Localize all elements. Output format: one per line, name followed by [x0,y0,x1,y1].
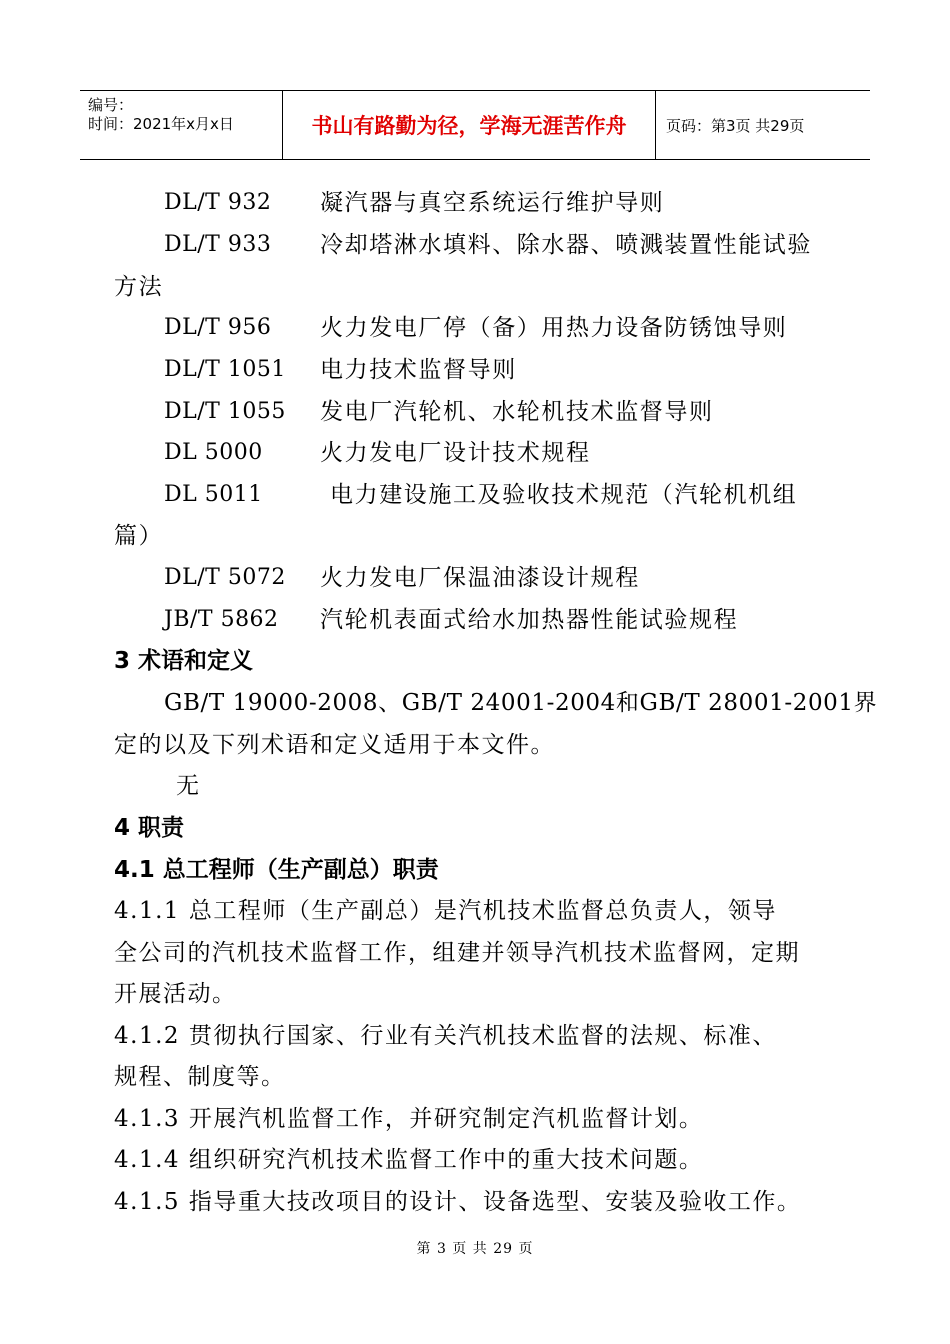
header-page-info: 页码：第3页 共29页 [666,116,805,135]
standard-title: 火力发电厂停（备）用热力设备防锈蚀导则 [320,315,788,341]
document-time-label: 时间：2021年x月x日 [88,115,234,133]
standard-title: 火力发电厂保温油漆设计规程 [320,565,640,591]
section-4-1-heading: 4.1 总工程师（生产副总）职责 [114,857,439,883]
standard-title-continuation: 方法 [114,274,164,300]
standard-code: JB/T 5862 [164,607,279,632]
standard-title: 发电厂汽轮机、水轮机技术监督导则 [320,399,714,425]
standard-title: 电力建设施工及验收技术规范（汽轮机机组 [330,482,798,508]
standard-code: DL 5000 [164,440,263,465]
header-meta [80,91,283,159]
paragraph-line: 全公司的汽机技术监督工作，组建并领导汽机技术监督网，定期 [114,940,800,966]
standard-title: 火力发电厂设计技术规程 [320,440,591,466]
paragraph-line: 4.1.1 总工程师（生产副总）是汽机技术监督总负责人，领导 [114,898,777,924]
standard-code: DL/T 1055 [164,399,286,424]
paragraph-line: 开展活动。 [114,981,237,1007]
standard-code: DL/T 932 [164,190,272,215]
standard-code: DL/T 1051 [164,357,286,382]
paragraph-line: 4.1.3 开展汽机监督工作，并研究制定汽机监督计划。 [114,1106,704,1132]
standard-title: 凝汽器与真空系统运行维护导则 [320,190,665,216]
page-footer: 第 3 页 共 29 页 [416,1241,534,1257]
standard-title: 冷却塔淋水填料、除水器、喷溅装置性能试验 [320,232,812,258]
paragraph-line: 定的以及下列术语和定义适用于本文件。 [114,732,555,758]
page-header [80,90,870,160]
paragraph-line: 4.1.4 组织研究汽机技术监督工作中的重大技术问题。 [114,1147,704,1173]
standard-code: DL/T 956 [164,315,272,340]
section-4-heading: 4 职责 [114,815,185,841]
paragraph-line: GB/T 19000-2008、GB/T 24001-2004和GB/T 28001-2001界 [164,690,878,716]
paragraph-line: 规程、制度等。 [114,1064,286,1090]
section-3-heading: 3 术语和定义 [114,648,254,674]
paragraph-line: 无 [176,773,201,799]
standard-code: DL 5011 [164,482,263,507]
paragraph-line: 4.1.5 指导重大技改项目的设计、设备选型、安装及验收工作。 [114,1189,802,1215]
standard-title-continuation: 篇） [114,523,164,549]
standard-title: 电力技术监督导则 [320,357,517,383]
standard-code: DL/T 5072 [164,565,286,590]
document-number-label: 编号： [88,96,134,114]
standard-title: 汽轮机表面式给水加热器性能试验规程 [320,607,739,633]
header-motto: 书山有路勤为径，学海无涯苦作舟 [283,91,656,159]
paragraph-line: 4.1.2 贯彻执行国家、行业有关汽机技术监督的法规、标准、 [114,1023,777,1049]
standard-code: DL/T 933 [164,232,272,257]
